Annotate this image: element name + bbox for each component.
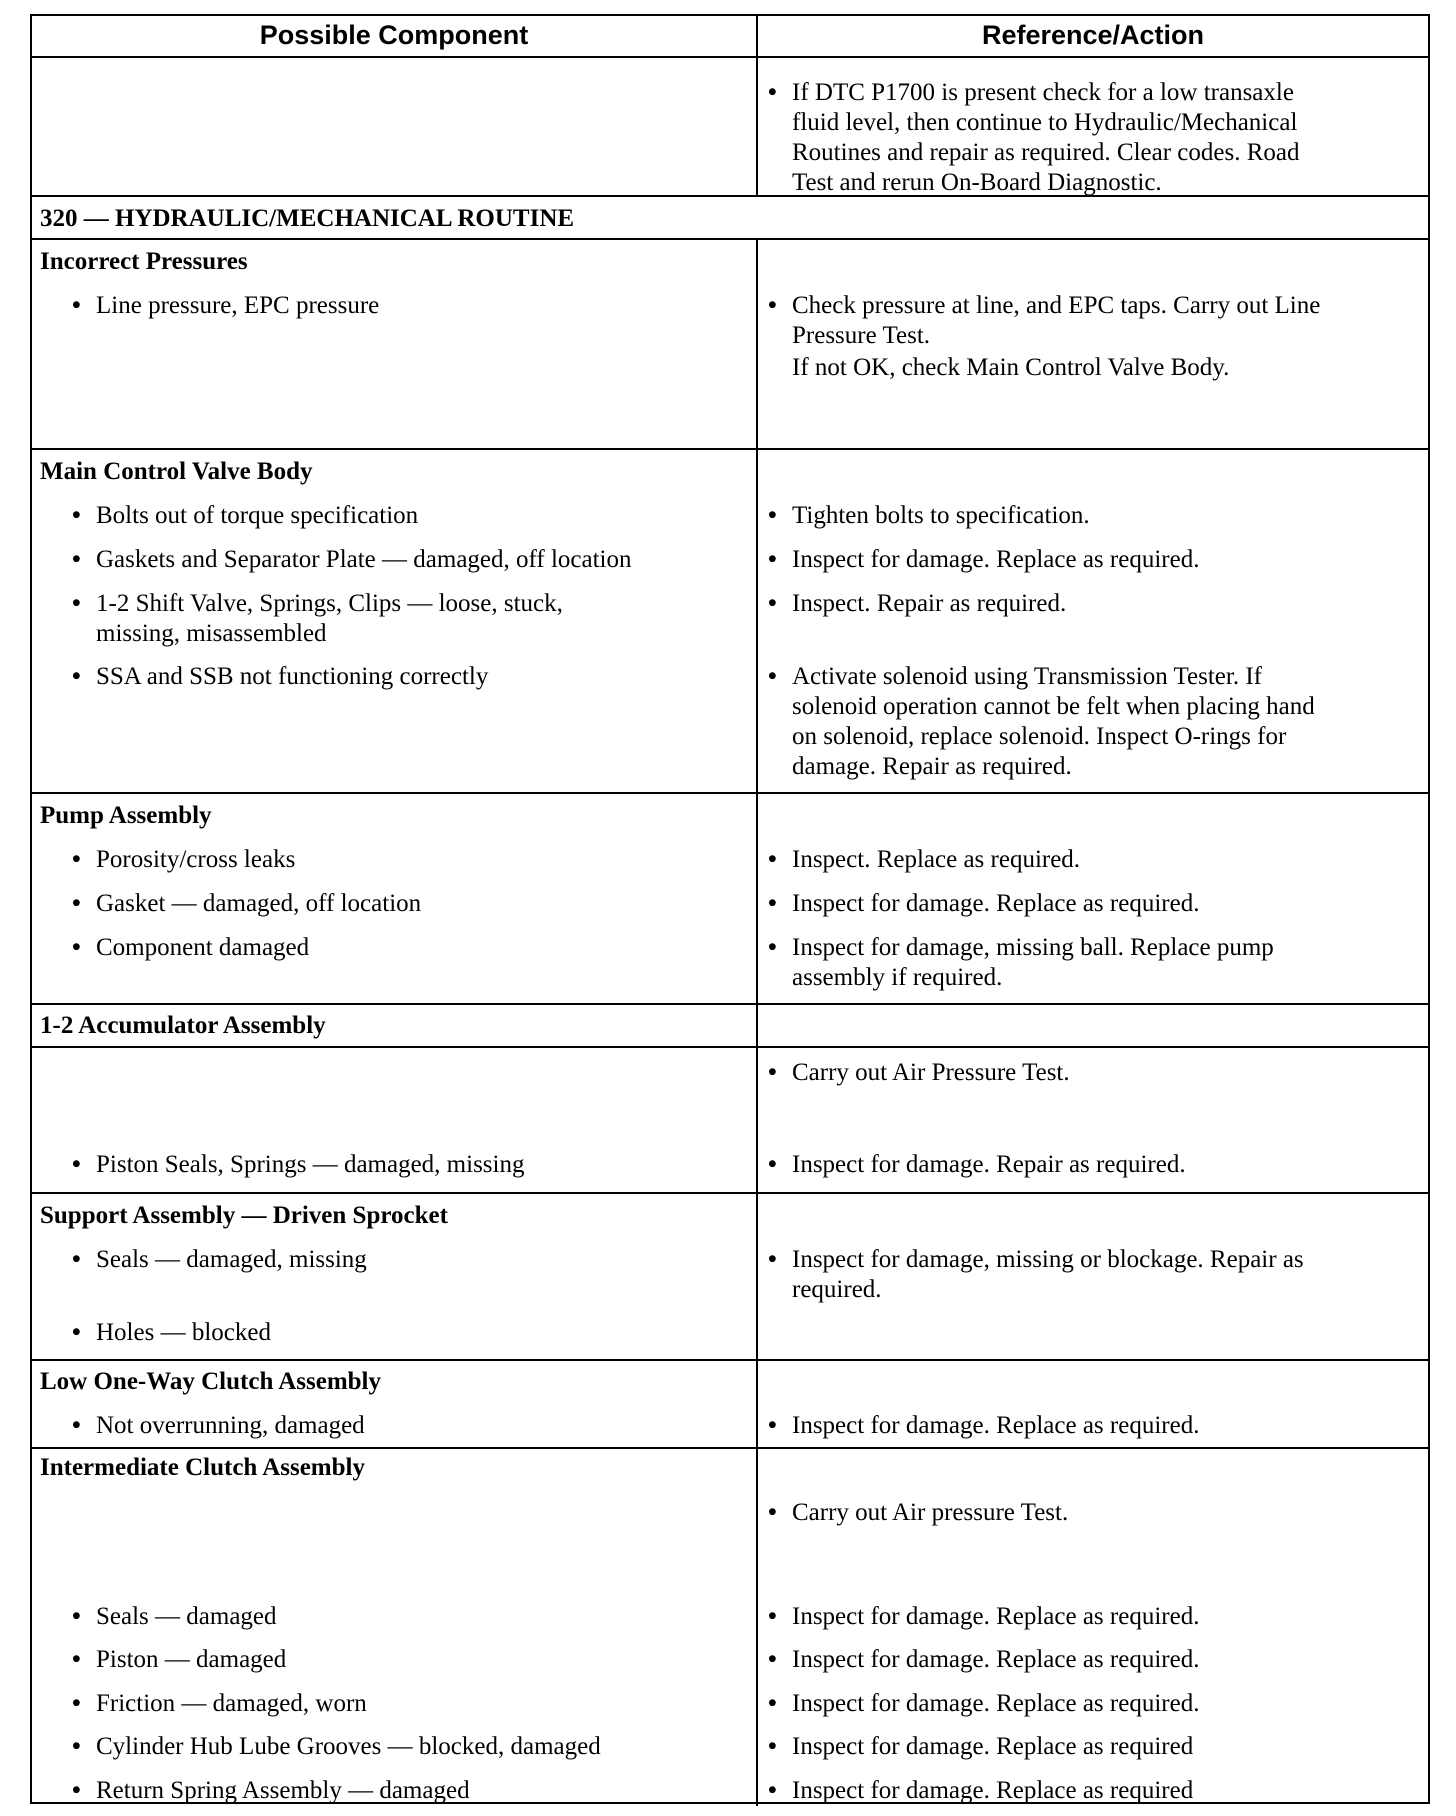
section-title: Low One-Way Clutch Assembly — [40, 1368, 382, 1395]
section-title: Intermediate Clutch Assembly — [40, 1454, 365, 1481]
bullet-icon: • — [768, 79, 777, 106]
table-row: Intermediate Clutch Assembly • Carry out Air pressure Test. • Seals — damaged • Piston — damaged • Friction — damaged, worn • Cylinder Hub Lube Grooves — blocked, damaged • Return Spring Assembly — damaged • Inspect for damage. Replace as required. • Inspect for damage. Replace as required. • Inspect for damage. Replace as required. • Inspect for damage. Replace as required • Inspect for damage. Replace as required — [40, 1454, 1200, 1804]
table-row: Support Assembly — Driven Sprocket • Seals — damaged, missing • Holes — blocked • Inspect for damage, missing or blockage. Repair as required. — [32, 1194, 1428, 1361]
section-title: Pump Assembly — [40, 802, 212, 829]
routine-title: 320 — HYDRAULIC/MECHANICAL ROUTINE — [40, 205, 575, 232]
section-title: Support Assembly — Driven Sprocket — [40, 1202, 448, 1229]
column-header-component: Possible Component — [259, 20, 529, 50]
diagnostic-table — [30, 14, 1430, 1804]
table-row: Incorrect Pressures • Line pressure, EPC pressure • Check pressure at line, and EPC taps. Carry out Line Pressure Test. If not OK, check Main Control Valve Body. — [32, 240, 1428, 450]
table-row: • Carry out Air Pressure Test. • Piston Seals, Springs — damaged, missing • Inspect for damage. Repair as required. — [32, 1048, 1428, 1194]
table-row: Pump Assembly • Porosity/cross leaks • Gasket — damaged, off location • Component damaged • Inspect. Replace as required. • Inspect for damage. Replace as required. • Inspect for damage, missing ball. Replace pump assembly if required. — [32, 794, 1428, 1005]
section-title: Main Control Valve Body — [40, 458, 313, 485]
table-header-row — [32, 16, 1428, 58]
column-header-action: Reference/Action — [981, 20, 1205, 50]
section-title: Incorrect Pressures — [40, 248, 248, 275]
section-title: 1-2 Accumulator Assembly — [40, 1012, 326, 1039]
table-row: Main Control Valve Body • Bolts out of torque specification • Gaskets and Separator Plate — damaged, off location • 1-2 Shift Valve, Springs, Clips — loose, stuck, missing, misassembled • SSA and SSB not functioning correctly • Tighten bolts to specification. • Inspect for damage. Replace as required. • Inspect. Repair as required. • Activate solenoid using Transmission Tester. If solenoid operation cannot be felt when placing hand on solenoid, replace solenoid. Inspect O-rings for damage. Repair as required. — [32, 450, 1428, 794]
table-row — [32, 1005, 1428, 1048]
table-row — [32, 197, 1428, 240]
table-row — [32, 58, 1428, 197]
list-item: • If DTC P1700 is present check for a low transaxle fluid level, then continue to Hydraulic/Mechanical Routines and repair as required. Clear codes. Road Test and rerun On-Board Diagnostic. — [768, 79, 1300, 196]
table-row: Low One-Way Clutch Assembly • Not overrunning, damaged • Inspect for damage. Replace as required. — [32, 1361, 1428, 1449]
